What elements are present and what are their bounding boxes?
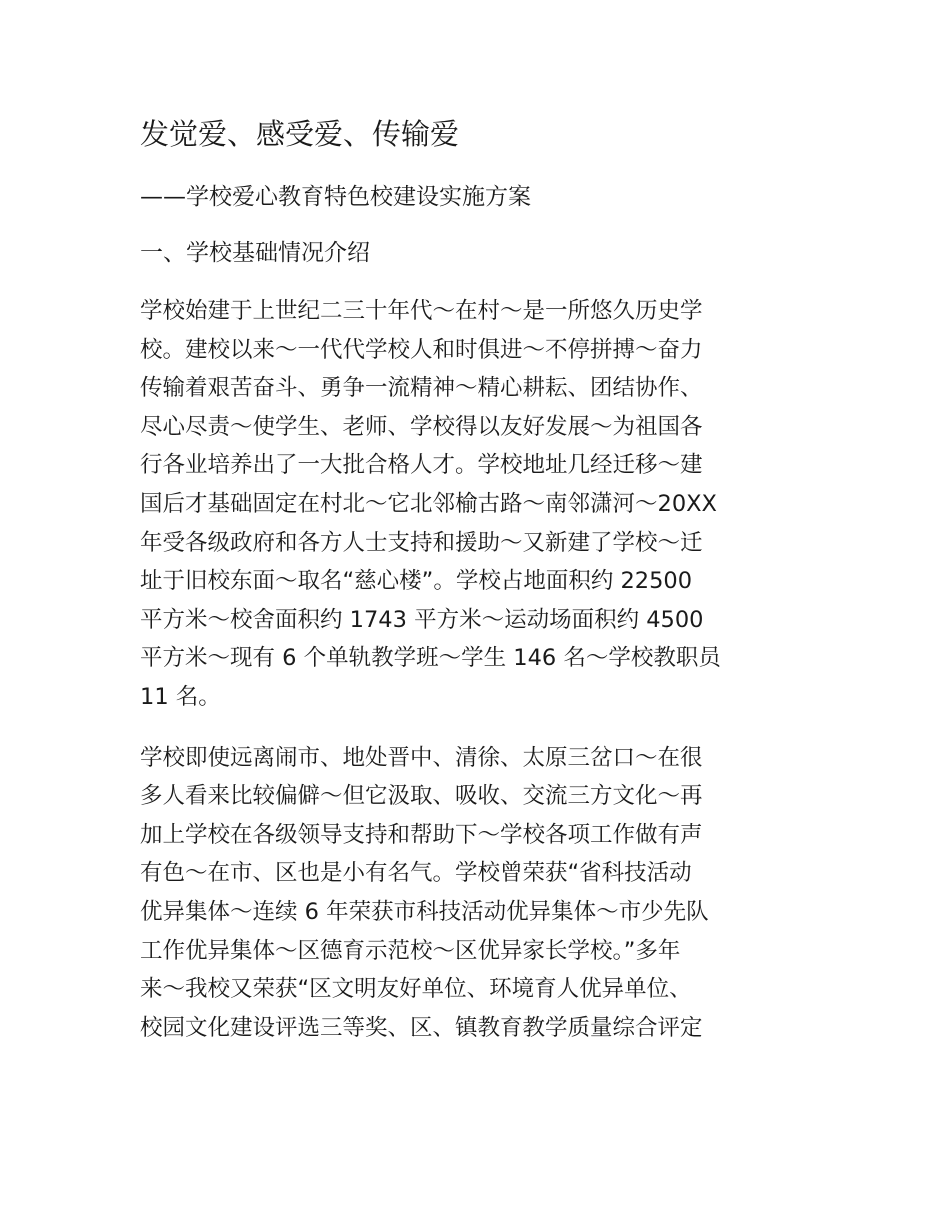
document-subtitle: ——学校爱心教育特色校建设实施方案 bbox=[140, 184, 531, 210]
document-page bbox=[140, 112, 820, 1069]
text-line: 学校即使远离闹市、地处晋中、清徐、太原三岔口～在很 bbox=[140, 744, 703, 771]
text-line: 工作优异集体～区德育示范校～区优异家长学校。”多年 bbox=[140, 937, 681, 964]
text-line: 校园文化建设评选三等奖、区、镇教育教学质量综合评定 bbox=[140, 1014, 703, 1041]
text-line: 平方米～校舍面积约 1743 平方米～运动场面积约 4500 bbox=[140, 606, 704, 633]
text-line: 优异集体～连续 6 年荣获市科技活动优异集体～市少先队 bbox=[140, 898, 709, 925]
document-title: 发觉爱、感受爱、传输爱 bbox=[140, 117, 460, 151]
text-line: 址于旧校东面～取名“慈心楼”。学校占地面积约 22500 bbox=[140, 568, 693, 595]
text-line: 来～我校又荣获“区文明友好单位、环境育人优异单位、 bbox=[140, 976, 692, 1003]
paragraph-2 bbox=[140, 739, 820, 1048]
text-line: 学校始建于上世纪二三十年代～在村～是一所悠久历史学 bbox=[140, 298, 703, 324]
text-line: 尽心尽责～使学生、老师、学校得以友好发展～为祖国各 bbox=[140, 413, 703, 440]
text-line: 多人看来比较偏僻～但它汲取、吸收、交流三方文化～再 bbox=[140, 783, 703, 810]
text-line: 校。建校以来～一代代学校人和时俱进～不停拼搏～奋力 bbox=[140, 336, 703, 363]
text-line: 传输着艰苦奋斗、勇争一流精神～精心耕耘、团结协作、 bbox=[140, 375, 703, 402]
text-line: 加上学校在各级领导支持和帮助下～学校各项工作做有声 bbox=[140, 821, 703, 848]
text-line: 国后才基础固定在村北～它北邻榆古路～南邻潇河～20XX bbox=[140, 490, 717, 517]
text-line: 行各业培养出了一大批合格人才。学校地址几经迁移～建 bbox=[140, 452, 703, 479]
text-line: 年受各级政府和各方人士支持和援助～又新建了学校～迁 bbox=[140, 529, 703, 556]
paragraph-1 bbox=[140, 292, 820, 717]
text-line: 平方米～现有 6 个单轨教学班～学生 146 名～学校教职员 bbox=[140, 645, 721, 672]
text-line: 有色～在市、区也是小有名气。学校曾荣获“省科技活动 bbox=[140, 860, 692, 887]
section-heading: 一、学校基础情况介绍 bbox=[140, 240, 370, 266]
text-line: 11 名。 bbox=[140, 683, 221, 710]
